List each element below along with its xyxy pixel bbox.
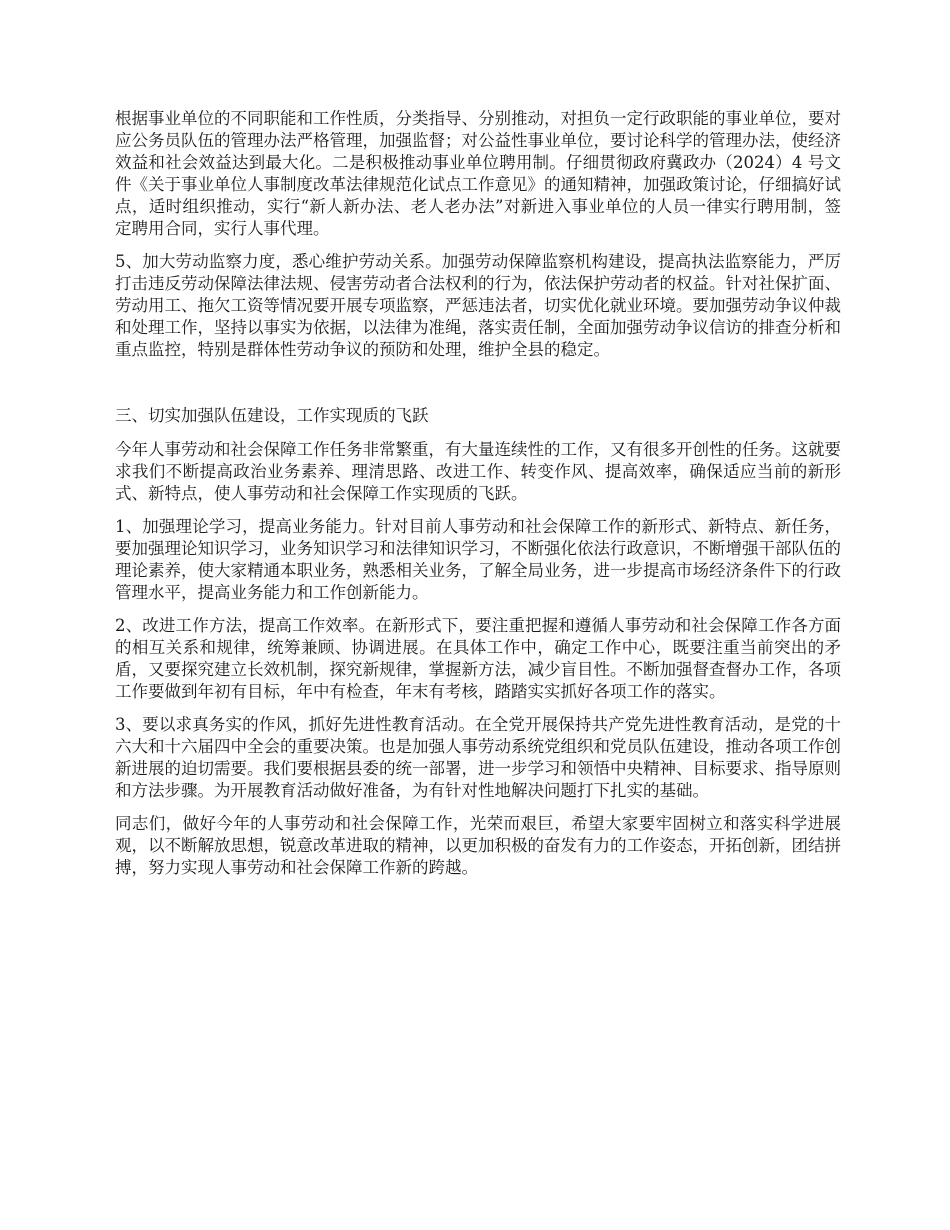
paragraph-labor-inspection: 5、加大劳动监察力度，悉心维护劳动关系。加强劳动保障监察机构建设，提高执法监察能力，严厉打击违反劳动保障法律法规、侵害劳动者合法权利的行为，依法保护劳动者的权益。针对社保扩面、劳动用工、拖欠工资等情况要开展专项监察，严惩违法者，切实优化就业环境。要加强劳动争议仲裁和处理工作，坚持以事实为依据，以法律为准绳，落实责任制，全面加强劳动争议信访的排查分析和重点监控，特别是群体性劳动争议的预防和处理，维护全县的稳定。 xyxy=(115,252,841,359)
paragraph-work-methods: 2、改进工作方法，提高工作效率。在新形式下，要注重把握和遵循人事劳动和社会保障工作各方面的相互关系和规律，统筹兼顾、协调进展。在具体工作中，确定工作中心，既要注重当前突出的矛盾，又要探究建立长效机制，探究新规律，掌握新方法，减少盲目性。不断加强督查督办工作，各项工作要做到年初有目标，年中有检查，年末有考核，踏踏实实抓好各项工作的落实。 xyxy=(115,616,841,701)
paragraph-theory-study: 1、加强理论学习，提高业务能力。针对目前人事劳动和社会保障工作的新形式、新特点、新任务，要加强理论知识学习，业务知识学习和法律知识学习，不断强化依法行政意识，不断增强干部队伍的理论素养，使大家精通本职业务，熟悉相关业务，了解全局业务，进一步提高市场经济条件下的行政管理水平，提高业务能力和工作创新能力。 xyxy=(115,517,841,602)
section-spacer xyxy=(115,372,841,405)
paragraph-career-unit-reform: 根据事业单位的不同职能和工作性质，分类指导、分别推动，对担负一定行政职能的事业单位，要对应公务员队伍的管理办法严格管理，加强监督；对公益性事业单位，要讨论科学的管理办法，使经济效益和社会效益达到最大化。二是积极推动事业单位聘用制。仔细贯彻政府冀政办（2024）4 号文件《关于事业单位人事制度改革法律规范化试点工作意见》的通知精神，加强政策讨论，仔细搞好试点，适时组织推动，实行“新人新办法、老人老办法”对新进入事业单位的人员一律实行聘用制，签定聘用合同，实行人事代理。 xyxy=(115,109,841,238)
paragraph-intro: 今年人事劳动和社会保障工作任务非常繁重，有大量连续性的工作，又有很多开创性的任务。这就要求我们不断提高政治业务素养、理清思路、改进工作、转变作风、提高效率，确保适应当前的新形式、新特点，使人事劳动和社会保障工作实现质的飞跃。 xyxy=(115,440,841,503)
paragraph-education-activity: 3、要以求真务实的作风，抓好先进性教育活动。在全党开展保持共产党先进性教育活动，是党的十六大和十六届四中全会的重要决策。也是加强人事劳动系统党组织和党员队伍建设，推动各项工作创新进展的迫切需要。我们要根据县委的统一部署，进一步学习和领悟中央精神、目标要求、指导原则和方法步骤。为开展教育活动做好准备，为有针对性地解决问题打下扎实的基础。 xyxy=(115,715,841,800)
document-page xyxy=(115,108,841,890)
paragraph-closing: 同志们，做好今年的人事劳动和社会保障工作，光荣而艰巨，希望大家要牢固树立和落实科学进展观，以不断解放思想，锐意改革进取的精神，以更加积极的奋发有力的工作姿态，开拓创新，团结拼搏，努力实现人事劳动和社会保障工作新的跨越。 xyxy=(115,814,841,877)
section-heading: 三、切实加强队伍建设，工作实现质的飞跃 xyxy=(115,406,429,425)
